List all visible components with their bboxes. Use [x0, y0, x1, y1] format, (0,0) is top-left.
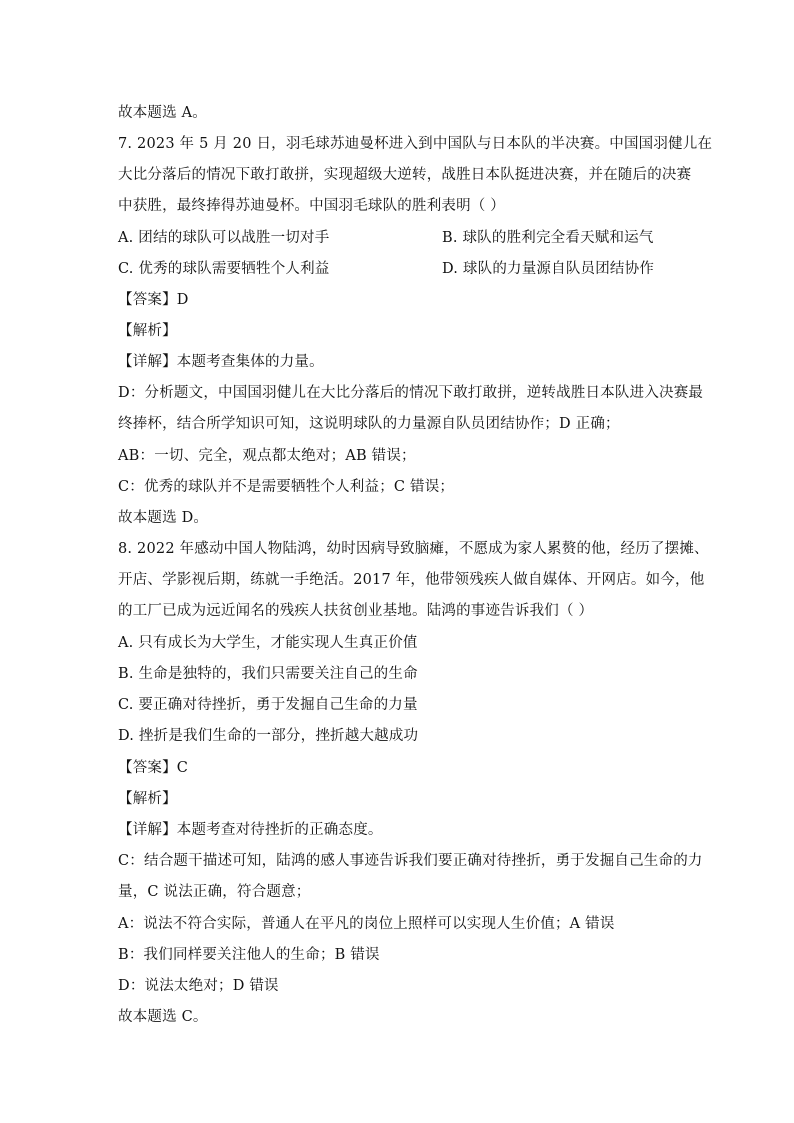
q8-explain-d: D：说法太绝对；D 错误 — [118, 978, 279, 994]
q8-explain-c-line-1: C：结合题干描述可知，陆鸿的感人事迹告诉我们要正确对待挫折，勇于发掘自己生命的力 — [118, 853, 703, 869]
q8-stem-line-1: 8. 2022 年感动中国人物陆鸿，幼时因病导致脑瘫，不愿成为家人累赘的他，经历了摆摊、 — [118, 541, 709, 557]
previous-question-conclusion: 故本题选 A。 — [118, 105, 207, 121]
q7-option-b: B. 球队的胜利完全看天赋和运气 — [442, 230, 654, 246]
q8-explain-b: B：我们同样要关注他人的生命；B 错误 — [118, 947, 380, 963]
q7-explain-d-line-1: D：分析题文，中国国羽健儿在大比分落后的情况下敢打敢拼，逆转战胜日本队进入决赛最 — [118, 385, 704, 401]
q8-conclusion: 故本题选 C。 — [118, 1009, 208, 1025]
q8-explain-c-line-2: 量，C 说法正确，符合题意； — [118, 884, 311, 900]
q8-explain-a: A：说法不符合实际，普通人在平凡的岗位上照样可以实现人生价值；A 错误 — [118, 916, 615, 932]
q7-answer: 【答案】D — [118, 292, 189, 308]
q8-option-a: A. 只有成长为大学生，才能实现人生真正价值 — [118, 635, 418, 651]
q7-stem-line-2: 大比分落后的情况下敢打敢拼，实现超级大逆转，战胜日本队挺进决赛，并在随后的决赛 — [118, 167, 692, 183]
q7-detail: 【详解】本题考查集体的力量。 — [118, 354, 324, 370]
q8-option-b: B. 生命是独特的，我们只需要关注自己的生命 — [118, 666, 418, 682]
q7-option-a: A. 团结的球队可以战胜一切对手 — [118, 230, 330, 246]
q7-explain-d-line-2: 终捧杯，结合所学知识可知，这说明球队的力量源自队员团结协作；D 正确； — [118, 416, 620, 432]
q7-option-c: C. 优秀的球队需要牺牲个人利益 — [118, 261, 330, 277]
q7-explain-c: C：优秀的球队并不是需要牺牲个人利益；C 错误； — [118, 479, 455, 495]
q8-option-d: D. 挫折是我们生命的一部分，挫折越大越成功 — [118, 728, 419, 744]
q8-answer: 【答案】C — [118, 760, 189, 776]
q7-conclusion: 故本题选 D。 — [118, 510, 209, 526]
q8-detail: 【详解】本题考查对待挫折的正确态度。 — [118, 822, 383, 838]
q7-explain-ab: AB：一切、完全，观点都太绝对；AB 错误； — [118, 448, 416, 464]
q7-stem-line-1: 7. 2023 年 5 月 20 日，羽毛球苏迪曼杯进入到中国队与日本队的半决赛。中国国羽健儿在 — [118, 136, 713, 152]
q8-analysis-heading: 【解析】 — [118, 791, 177, 807]
q8-stem-line-2: 开店、学影视后期，练就一手绝活。2017 年，他带领残疾人做自媒体、开网店。如今，他 — [118, 572, 705, 588]
q7-stem-line-3: 中获胜，最终捧得苏迪曼杯。中国羽毛球队的胜利表明（ ） — [118, 198, 506, 214]
q8-stem-line-3: 的工厂已成为远近闻名的残疾人扶贫创业基地。陆鸿的事迹告诉我们（ ） — [118, 603, 594, 619]
q7-option-d: D. 球队的力量源自队员团结协作 — [442, 261, 655, 277]
q7-analysis-heading: 【解析】 — [118, 323, 177, 339]
q8-option-c: C. 要正确对待挫折，勇于发掘自己生命的力量 — [118, 697, 418, 713]
